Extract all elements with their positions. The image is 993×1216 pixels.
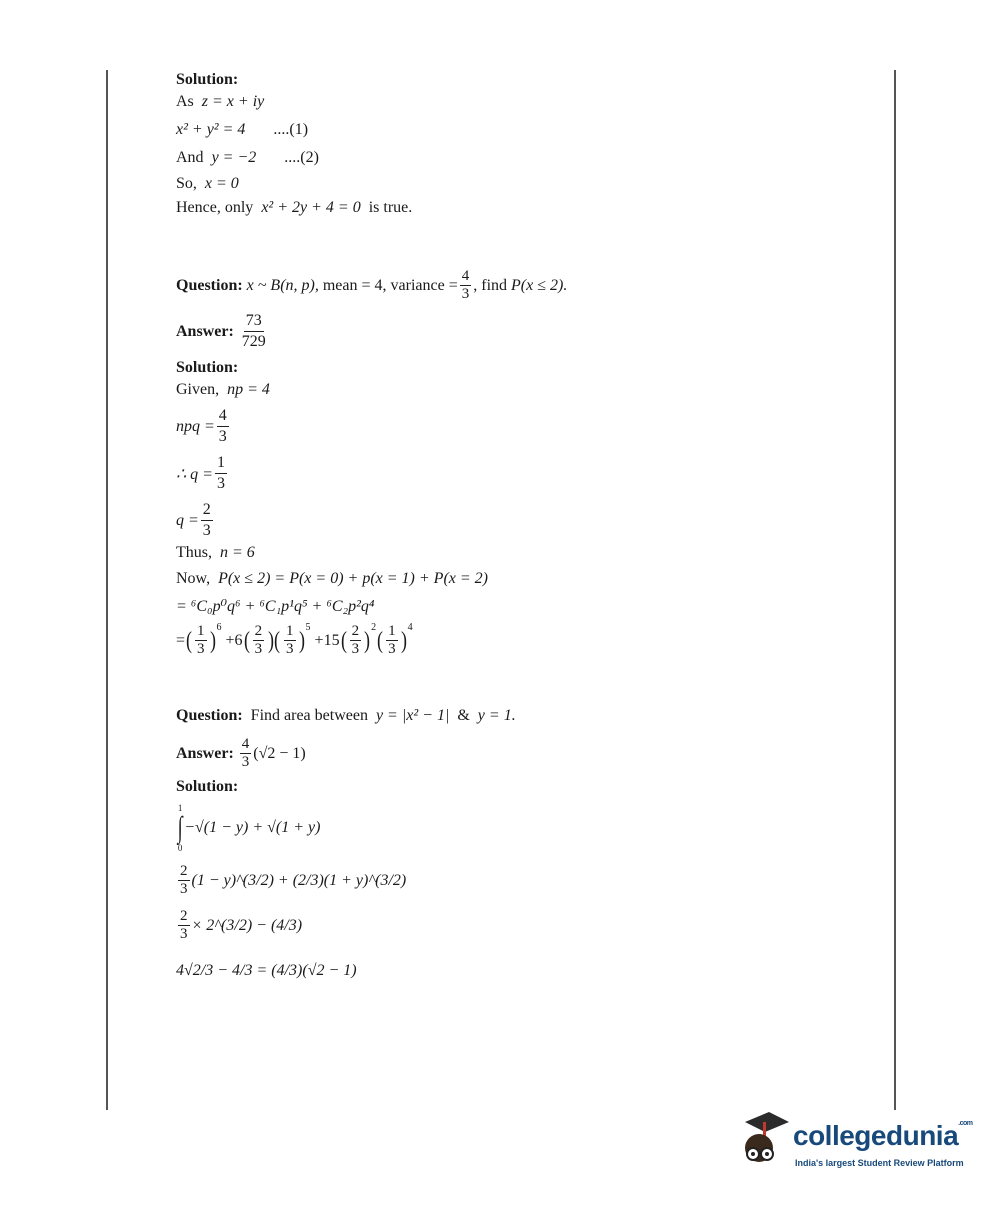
- solution-line: So, x = 0: [176, 175, 239, 192]
- solution-heading-3: Solution:: [176, 778, 239, 795]
- solution-line: x² + y² = 4 ....(1): [176, 121, 309, 138]
- solution-line: q = $\frac{2}{3}$: [176, 501, 211, 539]
- solution-heading-2: Solution:: [176, 359, 239, 376]
- solution-line: Hence, only x² + 2y + 4 = 0 is true.: [176, 199, 413, 216]
- right-margin-rule: [894, 70, 896, 1110]
- solution-line: And y = −2 ....(2): [176, 149, 319, 166]
- solution-heading-1: Solution:: [176, 71, 239, 88]
- variance-fraction: $\frac{4}{3}$: [461, 268, 470, 302]
- solution-line: ∴ q = $\frac{1}{3}$: [176, 454, 225, 492]
- solution-line: npq = $\frac{4}{3}$: [176, 407, 227, 445]
- solution-line: Given, np = 4: [176, 381, 270, 398]
- solution-line: Now, P(x ≤ 2) = P(x = 0) + p(x = 1) + P(x = 2): [176, 570, 488, 587]
- answer-2: Answer: $\frac{73}{729}$: [176, 312, 266, 350]
- solution-line: $\frac{2}{3}$ (1 − y)^(3/2) + (2/3)(1 + y)^(3/2): [180, 863, 407, 897]
- solution-line: $\frac{2}{3}$ × 2^(3/2) − (4/3): [180, 908, 303, 942]
- left-margin-rule: [106, 70, 108, 1110]
- solution-line: 4√2/3 − 4/3 = (4/3)(√2 − 1): [176, 962, 357, 979]
- solution-line: Thus, n = 6: [176, 544, 255, 561]
- integral-line: 1 ∫ 0 −√(1 − y) + √(1 + y): [177, 803, 321, 853]
- document-body: [176, 68, 876, 981]
- answer-3: Answer: $\frac{4}{3}$ (√2 − 1): [176, 736, 306, 770]
- question-2: Question: x ~ B(n, p), mean = 4, variance = $\frac{4}{3}$ , find P(x ≤ 2).: [176, 268, 568, 302]
- logo-tagline: India's largest Student Review Platform: [795, 1158, 964, 1168]
- integral-icon: ∫: [177, 811, 183, 844]
- binomial-expansion: = ( $\frac{1}{3}$ ) $^6$ +6 ( $\frac{2}{3}$ )( $\frac{1}{3}$ ) $^5$ +15 ( $\frac{2}{3}$ ) $^2$ ( $\frac{1}{3}$ ) $^4$: [176, 622, 413, 657]
- solution-line: = ⁶C₀p⁰q⁶ + ⁶C₁p¹q⁵ + ⁶C₂p²q⁴: [176, 598, 375, 615]
- answer-fraction: $\frac{73}{729}$: [241, 312, 266, 350]
- question-3: Question: Find area between y = |x² − 1| & y = 1.: [176, 707, 516, 724]
- solution-line: As z = x + iy: [176, 93, 265, 110]
- logo-brand: collegedunia$^{.com}$: [793, 1120, 973, 1151]
